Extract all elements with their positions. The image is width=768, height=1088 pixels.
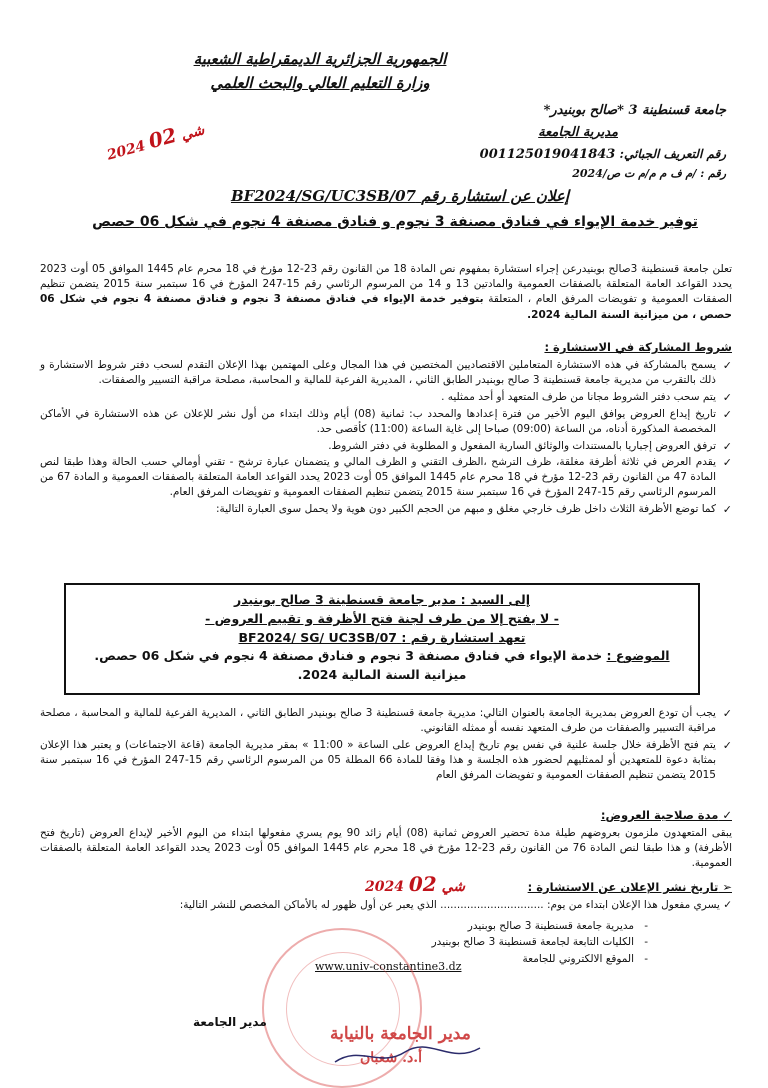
list-item-text: يقدم العرض في ثلاثة أظرفة مغلقة، ظرف الترشح ،الظرف التقني و الظرف المالي و يتضمنان عبارة ترشح - تقني أومالي حسب الحالة وهذا طبقا لنص المادة 47 من القانون رقم 23-12 مؤرخ في 18 محرم عام 1445 الموافق 05 أوت 2023 يحدد القواعد العامة المتعلقة بالصفقات العمومية و المادة 67 من المرسوم الرئاسي رقم 15-247 المؤرخ في 16 سبتمبر سنة 2015 يتضمن تنظيم الصفقات العمومية و تفويضات المرفق العام.	[40, 456, 716, 499]
list-item-text: الكليات التابعة لجامعة قسنطينة 3 صالح بوبنيدر	[431, 936, 634, 949]
list-item-text: يجب أن تودع العروض بمديرية الجامعة بالعنوان التالي: مديرية جامعة قسنطينة 3 صالح بوبنيدر الطابق الثاني ، المديرية الفرعية للمالية و المحاسبة ، مصلحة مراقبة التسيير والصفقات من طرف المتعهد نفسه أو ممثله القانوني.	[40, 707, 716, 734]
checkmark-icon: ✓	[718, 808, 732, 822]
publication-line-suffix: الذي يعبر عن أول ظهور له بالأماكن المخصص للنشر التالية:	[179, 899, 437, 911]
date-stamp-day: 02	[145, 122, 180, 154]
date-stamp-year: 2024	[105, 138, 148, 164]
tax-id-label: رقم التعريف الجبائي:	[619, 147, 726, 161]
list-item	[40, 390, 732, 405]
list-item-text: الموقع الالكتروني للجامعة	[522, 952, 634, 965]
list-item	[40, 502, 732, 517]
validity-paragraph: يبقى المتعهدون ملزمون بعروضهم طيلة مدة تحضير العروض ثمانية (08) أيام زائد 90 يوم يسري مفعولها ابتداء من اليوم الأخير لإيداع العروض (تاريخ فتح الأظرفة) و هذا طبقا لنص المادة 76 من القانون رقم 23-12 مؤرخ في 18 محرم عام 1445 الموافق 05 أوت 2023 يحدد القواعد العامة المتعلقة بالصفقات العمومية.	[40, 827, 733, 870]
envelope-subject-label: الموضوع :	[606, 648, 670, 664]
checkmark-icon: ✓	[722, 390, 732, 404]
list-item-text: يتم فتح الأظرفة خلال جلسة علنية في نفس يوم تاريخ إيداع العروض على الساعة « 11:00 » بمقر مديرية الجامعة (قاعة الاجتماعات) و يعتبر هذا الإعلان بمثابة دعوة للمتعهدين أو لممثليهم لحضور هذه الجلسة و هذا وفقا للمادة 66 المطلة 05 من المرسوم الرئاسي رقم 15-247 المؤرخ في 16 سبتمبر سنة 2015 يتضمن تنظيم الصفقات العمومية و تفويضات المرفق العام	[40, 738, 716, 781]
checkmark-icon: ✓	[722, 503, 732, 517]
publication-line	[40, 898, 732, 913]
ministry-heading: وزارة التعليم العالي والبحث العلمي	[210, 74, 430, 92]
tax-id	[286, 147, 726, 162]
dash-icon: -	[644, 920, 648, 932]
list-item	[40, 455, 732, 500]
reference-label: رقم :	[700, 167, 726, 180]
date-stamp-day: 02	[408, 872, 437, 896]
validity-heading	[601, 808, 732, 822]
participation-heading: شروط المشاركة في الاستشارة :	[544, 340, 732, 354]
announcement-title-prefix: إعلان عن استشارة رقم	[421, 187, 570, 205]
list-item	[40, 407, 732, 437]
checkmark-icon: ✓	[722, 407, 732, 421]
list-item	[40, 706, 732, 736]
checkmark-icon: ✓	[722, 707, 732, 720]
handwritten-signature	[330, 1040, 490, 1070]
participation-list	[40, 358, 732, 519]
directorate-name: مديرية الجامعة	[538, 125, 618, 140]
checkmark-icon: ✓	[722, 738, 732, 752]
list-item-text: مديرية جامعة قسنطينة 3 صالح بوبنيدر	[467, 920, 634, 932]
publication-heading-text: تاريخ نشر الإعلان عن الاستشارة :	[527, 880, 719, 894]
publication-date-blank: ...............................	[440, 899, 544, 911]
signatory-title: مدير الجامعة	[193, 1015, 267, 1029]
envelope-budget-year: ميزانية السنة المالية 2024.	[297, 667, 467, 682]
date-stamp-top	[104, 115, 207, 164]
university-website-link[interactable]: www.univ-constantine3.dz	[315, 960, 462, 973]
university-name: جامعة قسنطينة 3 *صالح بوبنيدر*	[543, 103, 726, 118]
publication-heading	[528, 880, 732, 894]
envelope-addressee: إلى السيد : مدير جامعة قسنطينة 3 صالح بوبنيدر	[234, 592, 530, 607]
list-item	[40, 439, 732, 454]
checkmark-icon: ✓	[722, 456, 732, 470]
envelope-number-value: BF2024/ SG/ UC3SB/07	[238, 629, 397, 645]
list-item-text: يسمح بالمشاركة في هذه الاستشارة المتعاملين الاقتصاديين المختصين في هذا المجال وعلى المهتمين بهذا الإعلان التقدم لسحب دفتر شروط الاستشارة و ذلك بالتقرب من مديرية جامعة قسنطينة 3 صالح بوبنيدر الطابق الثاني ، المديرية الفرعية للمالية و المحاسبة، مصلحة مراقبة التسيير والصفقات.	[40, 359, 716, 386]
list-item-text: تاريخ إيداع العروض يوافق اليوم الأخير من فترة إعدادها والمحدد ب: ثمانية (08) أيام وذلك ابتداء من أول نشر للإعلان عن هذه الاستشارة في الأماكن المخصصة المذكورة أدناه، من الساعة (09:00) صباحا إلى غاية الساعة (11:00) كأقصى حد.	[40, 407, 716, 435]
date-stamp-publication	[365, 872, 465, 896]
tax-id-value: 001125019041843	[479, 147, 616, 162]
validity-heading-text: مدة صلاحية العروض:	[600, 808, 719, 822]
dash-icon: -	[644, 936, 648, 949]
announcement-title	[150, 187, 650, 205]
republic-heading: الجمهورية الجزائرية الديمقراطية الشعبية	[193, 50, 447, 68]
envelope-label-box	[64, 583, 700, 695]
envelope-subject-text: خدمة الإيواء في فنادق مصنفة 3 نجوم و فنادق مصنفة 4 نجوم في شكل 06 حصص.	[94, 648, 603, 664]
intro-text: تعلن جامعة قسنطينة 3صالح بوبنيدرعن إجراء استشارة بمفهوم نص المادة 18 من القانون رقم 23-12 مؤرخ في 18 محرم عام 1445 الموافق 05 أوت 2023 يحدد القواعد العامة المتعلقة بالصفقات العمومية والمادتين 13 و 14 من المرسوم الرئاسي رقم 15-247 المؤرخ في 16 سبتمبر سنة 2015 يتضمن تنظيم الصفقات العمومية و تفويضات المرفق العام ، المتعلقة	[40, 263, 733, 306]
envelope-subject	[76, 647, 688, 666]
checkmark-icon: ✓	[722, 359, 732, 372]
date-stamp-month: شي	[441, 879, 465, 895]
date-stamp-month: شي	[179, 122, 207, 144]
checkmark-icon: ✓	[719, 899, 732, 911]
intro-paragraph	[40, 262, 732, 323]
list-item-text: يتم سحب دفتر الشروط مجانا من طرف المتعهد أو أحد ممثليه .	[441, 390, 716, 403]
date-stamp-year: 2024	[365, 879, 404, 895]
envelope-notice: - لا يفتح إلا من طرف لجنة فتح الأظرفة و تقييم العروض -	[205, 610, 559, 626]
arrow-icon: ➢	[718, 880, 732, 894]
announcement-number: BF2024/SG/UC3SB/07	[230, 187, 416, 205]
announcement-subject: توفير خدمة الإيواء في فنادق مصنفة 3 نجوم و فنادق مصنفة 4 نجوم في شكل 06 حصص	[92, 214, 698, 230]
intro-bold-text: بتوفير خدمة الإيواء في فنادق مصنفة 3 نجوم و فنادق مصنفة 4 نجوم في شكل 06 حصص ، من ميزانية السنة المالية 2024.	[40, 293, 732, 321]
publication-line-prefix: يسري مفعول هذا الإعلان ابتداء من يوم:	[546, 899, 720, 911]
dash-icon: -	[644, 952, 648, 965]
reference-value: /م ف م م/م ت ص/2024	[572, 167, 697, 180]
checkmark-icon: ✓	[722, 439, 732, 453]
envelope-number-label: تعهد استشارة رقم :	[401, 629, 526, 645]
signature-stamp-name: أ.د. شعبان	[360, 1050, 423, 1066]
list-item	[40, 738, 732, 783]
list-item	[40, 358, 732, 388]
list-item-text: ترفق العروض إجباريا بالمستندات والوثائق السارية المفعول و المطلوبة في دفتر الشروط.	[328, 439, 716, 452]
list-item-text: كما توضع الأظرفة الثلاث داخل ظرف خارجي مغلق و مبهم من الحجم الكبير دون هوية ولا يحمل سوى العبارة التالية:	[215, 503, 716, 516]
reference-number	[286, 167, 726, 180]
envelope-consultation-number	[76, 629, 688, 648]
signature-stamp-title: مدير الجامعة بالنيابة	[330, 1024, 471, 1044]
deposit-list	[40, 706, 732, 785]
